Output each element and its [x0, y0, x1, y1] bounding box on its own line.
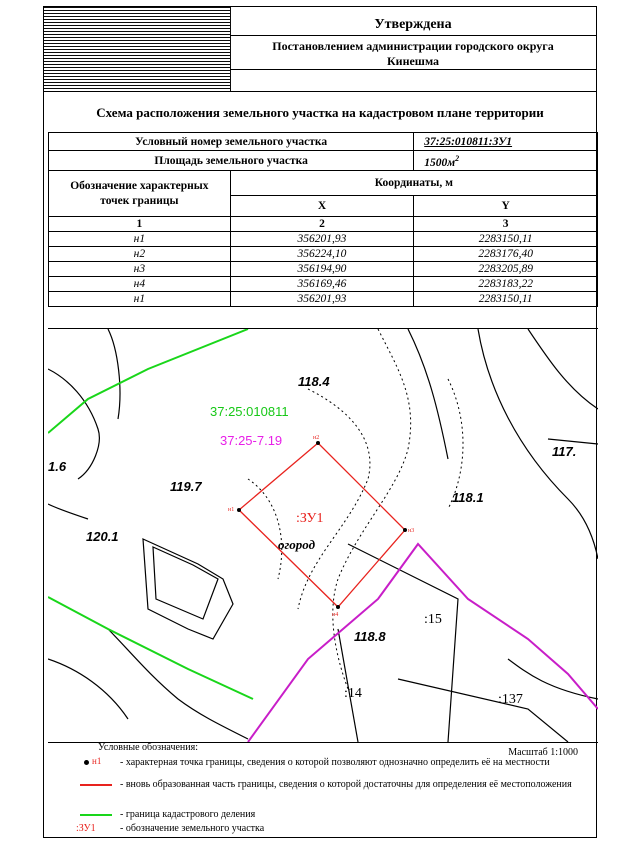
legend-title: Условные обозначения: — [98, 742, 199, 753]
terrain-line — [528, 329, 598, 409]
table-row — [49, 277, 598, 292]
legend-text: - обозначение земельного участка — [120, 823, 265, 834]
point-id: н3 — [49, 262, 231, 277]
point-marker — [336, 605, 340, 609]
y-value: 2283150,11 — [414, 232, 598, 247]
cadastral-boundary — [48, 597, 253, 699]
legend-text: - вновь образованная часть границы, сведения о которой достаточны для определения её местоположения — [120, 779, 572, 790]
x-value: 356194,90 — [230, 262, 414, 277]
cond-number-label: Условный номер земельного участка — [49, 133, 414, 151]
x-value: 356201,93 — [230, 292, 414, 307]
red-line-icon — [80, 784, 112, 786]
parcel-label: :14 — [344, 686, 362, 701]
approved-by-line1: Постановлением администрации городского округа — [272, 39, 554, 53]
x-value: 356201,93 — [230, 232, 414, 247]
point-label: н3 — [408, 528, 415, 534]
col-index: 3 — [414, 217, 598, 232]
elevation-labels — [48, 374, 576, 644]
parcel-labels — [344, 612, 523, 707]
legend-item-new-border — [76, 779, 600, 791]
red-line-symbol — [76, 779, 120, 791]
zone-number-label: 37:25-7.19 — [220, 433, 283, 448]
elevation-label: 117. — [552, 444, 577, 459]
table-row — [49, 247, 598, 262]
point-id: н1 — [49, 232, 231, 247]
header-hatch — [44, 7, 231, 91]
terrain-line — [478, 329, 598, 559]
area-value: $1500м^2$ — [414, 151, 598, 171]
map-drawing — [48, 329, 598, 742]
point-id: н2 — [49, 247, 231, 262]
y-value: 2283176,40 — [414, 247, 598, 262]
elevation-label: 118.4 — [298, 374, 330, 389]
area-label: Площадь земельного участка — [49, 151, 414, 171]
legend-item-cad-border — [76, 809, 600, 821]
coordinates-table — [48, 132, 598, 307]
garden-label: огород — [278, 537, 316, 552]
legend-text: - граница кадастрового деления — [120, 809, 256, 820]
elevation-label: 118.8 — [354, 629, 386, 644]
document-sheet — [43, 6, 597, 838]
parcel-label: :15 — [424, 612, 442, 627]
point-id: н1 — [49, 292, 231, 307]
contour — [298, 389, 370, 609]
x-header: X — [230, 196, 414, 217]
point-label: н1 — [228, 507, 235, 513]
y-value: 2283205,89 — [414, 262, 598, 277]
point-label: н4 — [332, 612, 339, 618]
legend-text: - характерная точка границы, сведения о которой позволяют однозначно определить её на местности — [120, 757, 550, 768]
legend — [48, 741, 598, 837]
table-row — [49, 292, 598, 307]
contour — [248, 479, 282, 579]
header-divider — [230, 35, 596, 36]
approved-by — [230, 39, 596, 69]
y-value: 2283150,11 — [414, 292, 598, 307]
elevation-label: 118.1 — [452, 490, 484, 505]
cond-number-value: 37:25:010811:ЗУ1 — [414, 133, 598, 151]
green-line-icon — [80, 814, 112, 816]
building-outline — [143, 539, 233, 639]
x-value: 356224,10 — [230, 247, 414, 262]
plot-symbol — [76, 823, 120, 835]
zone-boundary — [248, 544, 598, 742]
parcel-label: :137 — [498, 692, 523, 707]
point-marker — [316, 441, 320, 445]
elevation-label: 120.1 — [86, 529, 119, 544]
table-row — [49, 262, 598, 277]
header-bottom-border — [44, 91, 596, 92]
plot-label: :ЗУ1 — [296, 511, 324, 526]
y-header: Y — [414, 196, 598, 217]
points-header: Обозначение характерных точек границы — [49, 171, 231, 217]
document-title: Схема расположения земельного участка на кадастровом плане территории — [96, 105, 544, 120]
elevation-label: 1.6 — [48, 459, 67, 474]
terrain-line — [108, 629, 248, 739]
green-line-symbol — [76, 809, 120, 821]
point-marker — [403, 528, 407, 532]
parcel-line — [398, 679, 568, 742]
point-label: н2 — [313, 435, 320, 441]
elevation-label: 119.7 — [170, 479, 202, 494]
col-index: 2 — [230, 217, 414, 232]
coords-header: Координаты, м — [230, 171, 597, 196]
legend-item-plot — [76, 823, 600, 835]
col-index: 1 — [49, 217, 231, 232]
legend-item-point — [76, 757, 600, 769]
x-value: 356169,46 — [230, 277, 414, 292]
terrain-line — [48, 504, 88, 519]
approved-heading: Утверждена — [374, 17, 452, 32]
header-divider — [230, 69, 596, 70]
point-symbol-label: н1 — [92, 756, 102, 766]
cad-number-label: 37:25:010811 — [210, 404, 289, 419]
point-symbol — [76, 757, 120, 769]
terrain-line — [108, 329, 120, 419]
table-row — [49, 232, 598, 247]
point-id: н4 — [49, 277, 231, 292]
topography-lines — [48, 329, 598, 742]
terrain-line — [408, 329, 448, 459]
cadastral-map — [48, 328, 598, 743]
terrain-line — [48, 659, 128, 719]
plot-symbol-label: :ЗУ1 — [76, 823, 96, 834]
y-value: 2283183,22 — [414, 277, 598, 292]
point-dot-icon — [84, 760, 89, 765]
map-scale: Масштаб 1:1000 — [508, 747, 578, 758]
point-marker — [237, 508, 241, 512]
approved-by-line2: Кинешма — [386, 54, 440, 68]
